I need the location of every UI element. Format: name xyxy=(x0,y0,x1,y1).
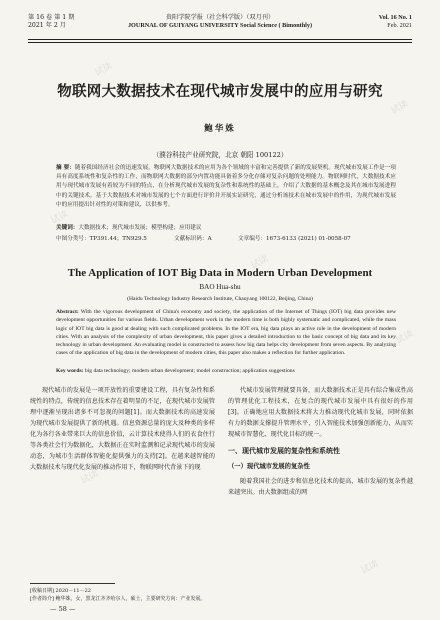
article-title-en: The Application of IOT Big Data in Modern Urban Development xyxy=(67,267,373,279)
watermark: 试读 xyxy=(93,61,115,79)
keywords-zh-label: 关键词： xyxy=(56,225,79,231)
body-paragraph: 代城市发展管理就要具备，而大数据技术正是具有综合集成性高的管理优化工程技术，在复合的现代城市发展中具有很好的作用[3]。正确地应用大数据技术将大力推动现代化城市发展，同时依据有力的数据支撑提升管理水平，引入智能技术加强创新能力，从而实现城市智慧化、现代化目标的统一。 xyxy=(228,387,413,438)
article-number: 文章编号：1673-6133 (2021) 01-0058-07 xyxy=(238,236,351,242)
body-column-left xyxy=(30,385,215,473)
abstract-en-label: Abstract: xyxy=(56,309,79,315)
footnote xyxy=(30,587,206,603)
header-volume: 第 16 卷 第 1 期 xyxy=(28,14,75,21)
abstract-zh-text: 随着我国经济社会的迅速发展，物联网大数据技术的应用为各个领域的丰富和完善提供了新的发展契机。现代城市发展工作是一项具有高度系统性和复杂性的工作，而物联网大数据的部分内置功能具备着多分化存储对复杂问题的处理能力。物联网时代，大数据技术应用与现代城市发展有着较为不同的特点，在分析现代城市发展的复杂性和系统性的基础上，介绍了大数据的基本概念及其在城市发展进程中的关键技术。基于大数据技术对城市发展的七个方面进行评价并开展实证研究，通过分析该技术在城市发展中的作用，为现代城市发展中的应用提出针对性的对策和建议，以供参考。 xyxy=(56,165,396,208)
document-code: 文献标识码：A xyxy=(174,236,212,242)
abstract-zh xyxy=(56,164,396,210)
footnote-rule xyxy=(30,583,115,584)
author-en: BAO Hua-shu xyxy=(199,283,241,291)
header-journal-en: JOURNAL OF GUIYANG UNIVERSITY Social Science ( Bimonthly) xyxy=(127,22,313,29)
footnote-received: [收稿日期] 2020－11－22 xyxy=(30,588,91,594)
body-paragraph: 现代城市的发展是一项开放性的重要建设工程，具有复杂性和系统性的特点，传统的信息技术存在着明显的不足，在现代城市发展管理中逐渐呈现出诸多不可忽视的问题[1]。而大数据技术的高速发展为现代城市发展提供了新的机遇。信息资源总量的庞大及种类的多样化为各行各业带来巨大的信息价值，云计算技术使得人们的衣食住行等各类社会行为数据化，大数据正在实时监测和记录现代城市的发展动态，为城市生活群体智能化提供强力的支持[2]。在越来越智能的大数据技术与现代化发展的推动作用下，物联网时代背景下的现 xyxy=(30,387,215,471)
keywords-zh-text: 大数据技术；现代城市发展；模型构建；应用建议 xyxy=(78,225,202,231)
page-number: — 58 — xyxy=(50,605,76,613)
watermark: 试读 xyxy=(359,559,381,577)
watermark: 试读 xyxy=(394,329,416,347)
keywords-zh xyxy=(56,224,396,233)
article-title-zh: 物联网大数据技术在现代城市发展中的应用与研究 xyxy=(57,84,383,100)
keywords-en-label: Key words: xyxy=(56,368,84,374)
body-column-right xyxy=(228,385,413,498)
watermark: 试读 xyxy=(79,469,101,487)
watermark: 试读 xyxy=(49,209,71,227)
header-rule xyxy=(28,39,412,43)
header-journal-zh: 贵阳学院学报（社会科学版）（双月刊） xyxy=(165,14,275,21)
abstract-zh-label: 摘 要： xyxy=(56,165,75,171)
abstract-en xyxy=(56,308,396,358)
footnote-author-bio: [作者简介] 鲍华姝，女，黑龙江齐齐哈尔人，硕士，主要研究方向：产业发展。 xyxy=(30,596,206,602)
watermark: 试读 xyxy=(389,99,411,117)
affiliation-en: (Haidu Technology Industry Research Institute, Chaoyang 100122, Beijing, China) xyxy=(127,296,313,302)
watermark: 试读 xyxy=(249,254,271,272)
keywords-en-text: big data technology; modern urban development; model construction; application suggestions xyxy=(84,368,295,374)
body-paragraph: 随着我国社会的进步和信息化技术的提高，城市发展的复杂性越来越突出。由大数据组成的网 xyxy=(228,478,413,496)
header-vol-en: Vol. 16 No. 1 xyxy=(378,14,412,21)
section-heading: 一、现代城市发展的复杂性和系统性 xyxy=(228,447,340,455)
clc-number: 中图分类号：TP391.44；TN929.5 xyxy=(56,236,147,242)
keywords-en xyxy=(56,367,396,375)
author-zh: 鲍华姝 xyxy=(204,124,236,134)
subsection-heading: （一）现代城市发展的复杂性 xyxy=(228,463,310,470)
header-date: 2021 年 2 月 xyxy=(28,22,66,29)
header-date-en: Feb. 2021 xyxy=(387,22,412,29)
affiliation-zh: （濮谷科技产业研究院，北京 朝阳 100122） xyxy=(152,151,288,159)
abstract-en-text: With the vigorous development of China's economy and society, the application of the Internet of Things (IOT) big data provides new development opportunities for various fields. Urban development work in the modern time is both highly systematic and complicated, while the mass logic of IOT big data is good at dealing with such complicated problems. In the IOT era, big data plays an active role in the development of modern cities. With an analysis of the complexity of urban development, this paper gives a detailed introduction to the basic concept of big data and its key technology in urban development. An evaluating model is constructed to assess how big data helps city development from seven aspects. By analyzing cases of the application of big data in the development of modern cities, this paper also makes a reflection for further application. xyxy=(56,309,396,357)
